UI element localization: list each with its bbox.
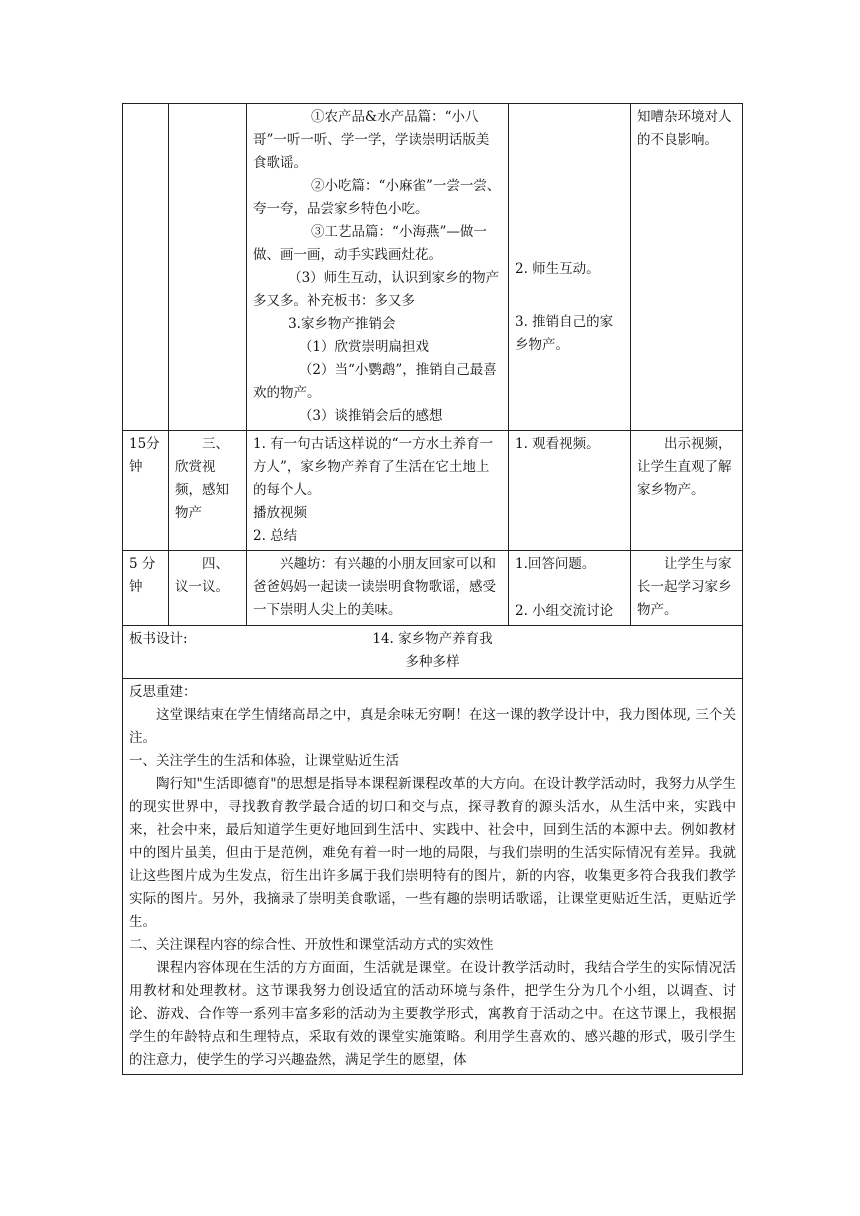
student-activity-line: 2. 师生互动。 [515, 261, 600, 277]
design-intent-cell [631, 551, 743, 626]
reflection-label: 反思重建： [129, 684, 197, 700]
content-line: （1）欣赏崇明扁担戏 [298, 339, 429, 355]
student-activity-line: 3. 推销自己的家乡物产。 [515, 314, 614, 353]
design-intent-text: 知嘈杂环境对人的不良影响。 [637, 109, 732, 148]
board-design-label: 板书设计: [129, 631, 188, 647]
board-design-title: 14. 家乡物产养育我 [372, 631, 493, 647]
design-intent-cell [631, 104, 743, 431]
reflection-heading: 二、关注课程内容的综合性、开放性和课堂活动方式的实效性 [129, 937, 494, 953]
design-intent-cell [631, 431, 743, 551]
content-cell [247, 431, 509, 551]
table-row-discuss [123, 551, 743, 626]
table-row-board-design [123, 626, 743, 679]
content-line: 2. 总结 [253, 528, 298, 544]
stage-text: 四、议一议。 [175, 556, 229, 595]
stage-cell [169, 104, 247, 431]
reflection-paragraph: 陶行知"生活即德育"的思想是指导本课程新课程改革的大方向。在设计教学活动时，我努力从学生的现实世界中，寻找教育教学最合适的切口和交与点，探寻教育的源头活水，从生活中来，实践中来，社会中来，最后知道学生更好地回到生活中、实践中、社会中，回到生活的本源中去。例如教材中的图片虽美，但由于是范例，难免有着一时一地的局限，与我们崇明的生活实际情况有差异。我就让这些图片成为生发点，衍生出许多属于我们崇明特有的图片，新的内容，收集更多符合我我们教学实际的图片。另外，我摘录了崇明美食歌谣，一些有趣的崇明话歌谣，让课堂更贴近生活，更贴近学生。 [129, 776, 736, 930]
content-cell [247, 104, 509, 431]
lesson-plan-table [122, 103, 743, 1075]
content-line: （3）师生互动，认识到家乡的物产多又多。补充板书：多又多 [253, 270, 500, 309]
content-line: 1. 有一句古话这样说的“一方水土养育一方人”，家乡物产养育了生活在它土地上的每个人。 [253, 436, 494, 498]
student-activity-line: 2. 小组交流讨论 [515, 603, 614, 619]
content-line: 兴趣坊：有兴趣的小朋友回家可以和爸爸妈妈一起读一读崇明食物歌谣，感受一下崇明人尖上的美味。 [253, 556, 496, 618]
student-activity-line: 1.回答问题。 [515, 556, 596, 572]
content-cell [247, 551, 509, 626]
stage-text: 三、欣赏视频，感知物产 [175, 436, 229, 521]
content-line: ①农产品&水产品篇：“小八哥”一听一听、学一学，学读崇明话版美食歌谣。 [253, 109, 490, 171]
reflection-paragraph: 课程内容体现在生活的方方面面，生活就是课堂。在设计教学活动时，我结合学生的实际情况活用教材和处理教材。这节课我努力创设适宜的活动环境与条件，把学生分为几个小组，以调查、讨论、游戏、合作等一系列丰富多彩的活动为主要教学形式，寓教育于活动之中。在这节课上，我根据学生的年龄特点和生理特点，采取有效的课堂实施策略。利用学生喜欢的、感兴趣的形式，吸引学生的注意力，使学生的学习兴趣盎然，满足学生的愿望，体 [129, 960, 736, 1068]
time-text: 15分钟 [129, 436, 160, 475]
time-text: 5 分钟 [129, 556, 156, 595]
board-design-subtitle: 多种多样 [405, 654, 460, 670]
student-activity-line: 1. 观看视频。 [515, 436, 600, 452]
time-cell [123, 551, 169, 626]
content-line: 播放视频 [253, 505, 307, 521]
content-line: ②小吃篇：“小麻雀”一尝一尝、夸一夸，品尝家乡特色小吃。 [253, 178, 501, 217]
reflection-cell [123, 679, 743, 1075]
student-activity-cell [509, 551, 631, 626]
design-intent-text: 出示视频，让学生直观了解家乡物产。 [637, 436, 732, 498]
reflection-heading: 一、关注学生的生活和体验，让课堂贴近生活 [129, 753, 399, 769]
content-line: （2）当“小鹦鹉”，推销自己最喜欢的物产。 [253, 362, 497, 401]
table-row-continuation [123, 104, 743, 431]
student-activity-cell [509, 104, 631, 431]
time-cell [123, 104, 169, 431]
table-row-reflection [123, 679, 743, 1075]
table-row-watch-video [123, 431, 743, 551]
time-cell [123, 431, 169, 551]
lesson-plan-page [122, 103, 742, 1075]
content-line: 3.家乡物产推销会 [288, 316, 396, 332]
content-line: （3）谈推销会后的感想 [298, 408, 443, 424]
board-design-cell [123, 626, 743, 679]
content-line: ③工艺品篇：“小海燕”—做一做、画一画，动手实践画灶花。 [253, 224, 487, 263]
stage-cell [169, 551, 247, 626]
design-intent-text: 让学生与家长一起学习家乡物产。 [637, 556, 732, 618]
stage-cell [169, 431, 247, 551]
reflection-paragraph: 这堂课结束在学生情绪高昂之中，真是余味无穷啊！在这一课的教学设计中，我力图体现, 三个关注。 [129, 707, 736, 746]
student-activity-cell [509, 431, 631, 551]
